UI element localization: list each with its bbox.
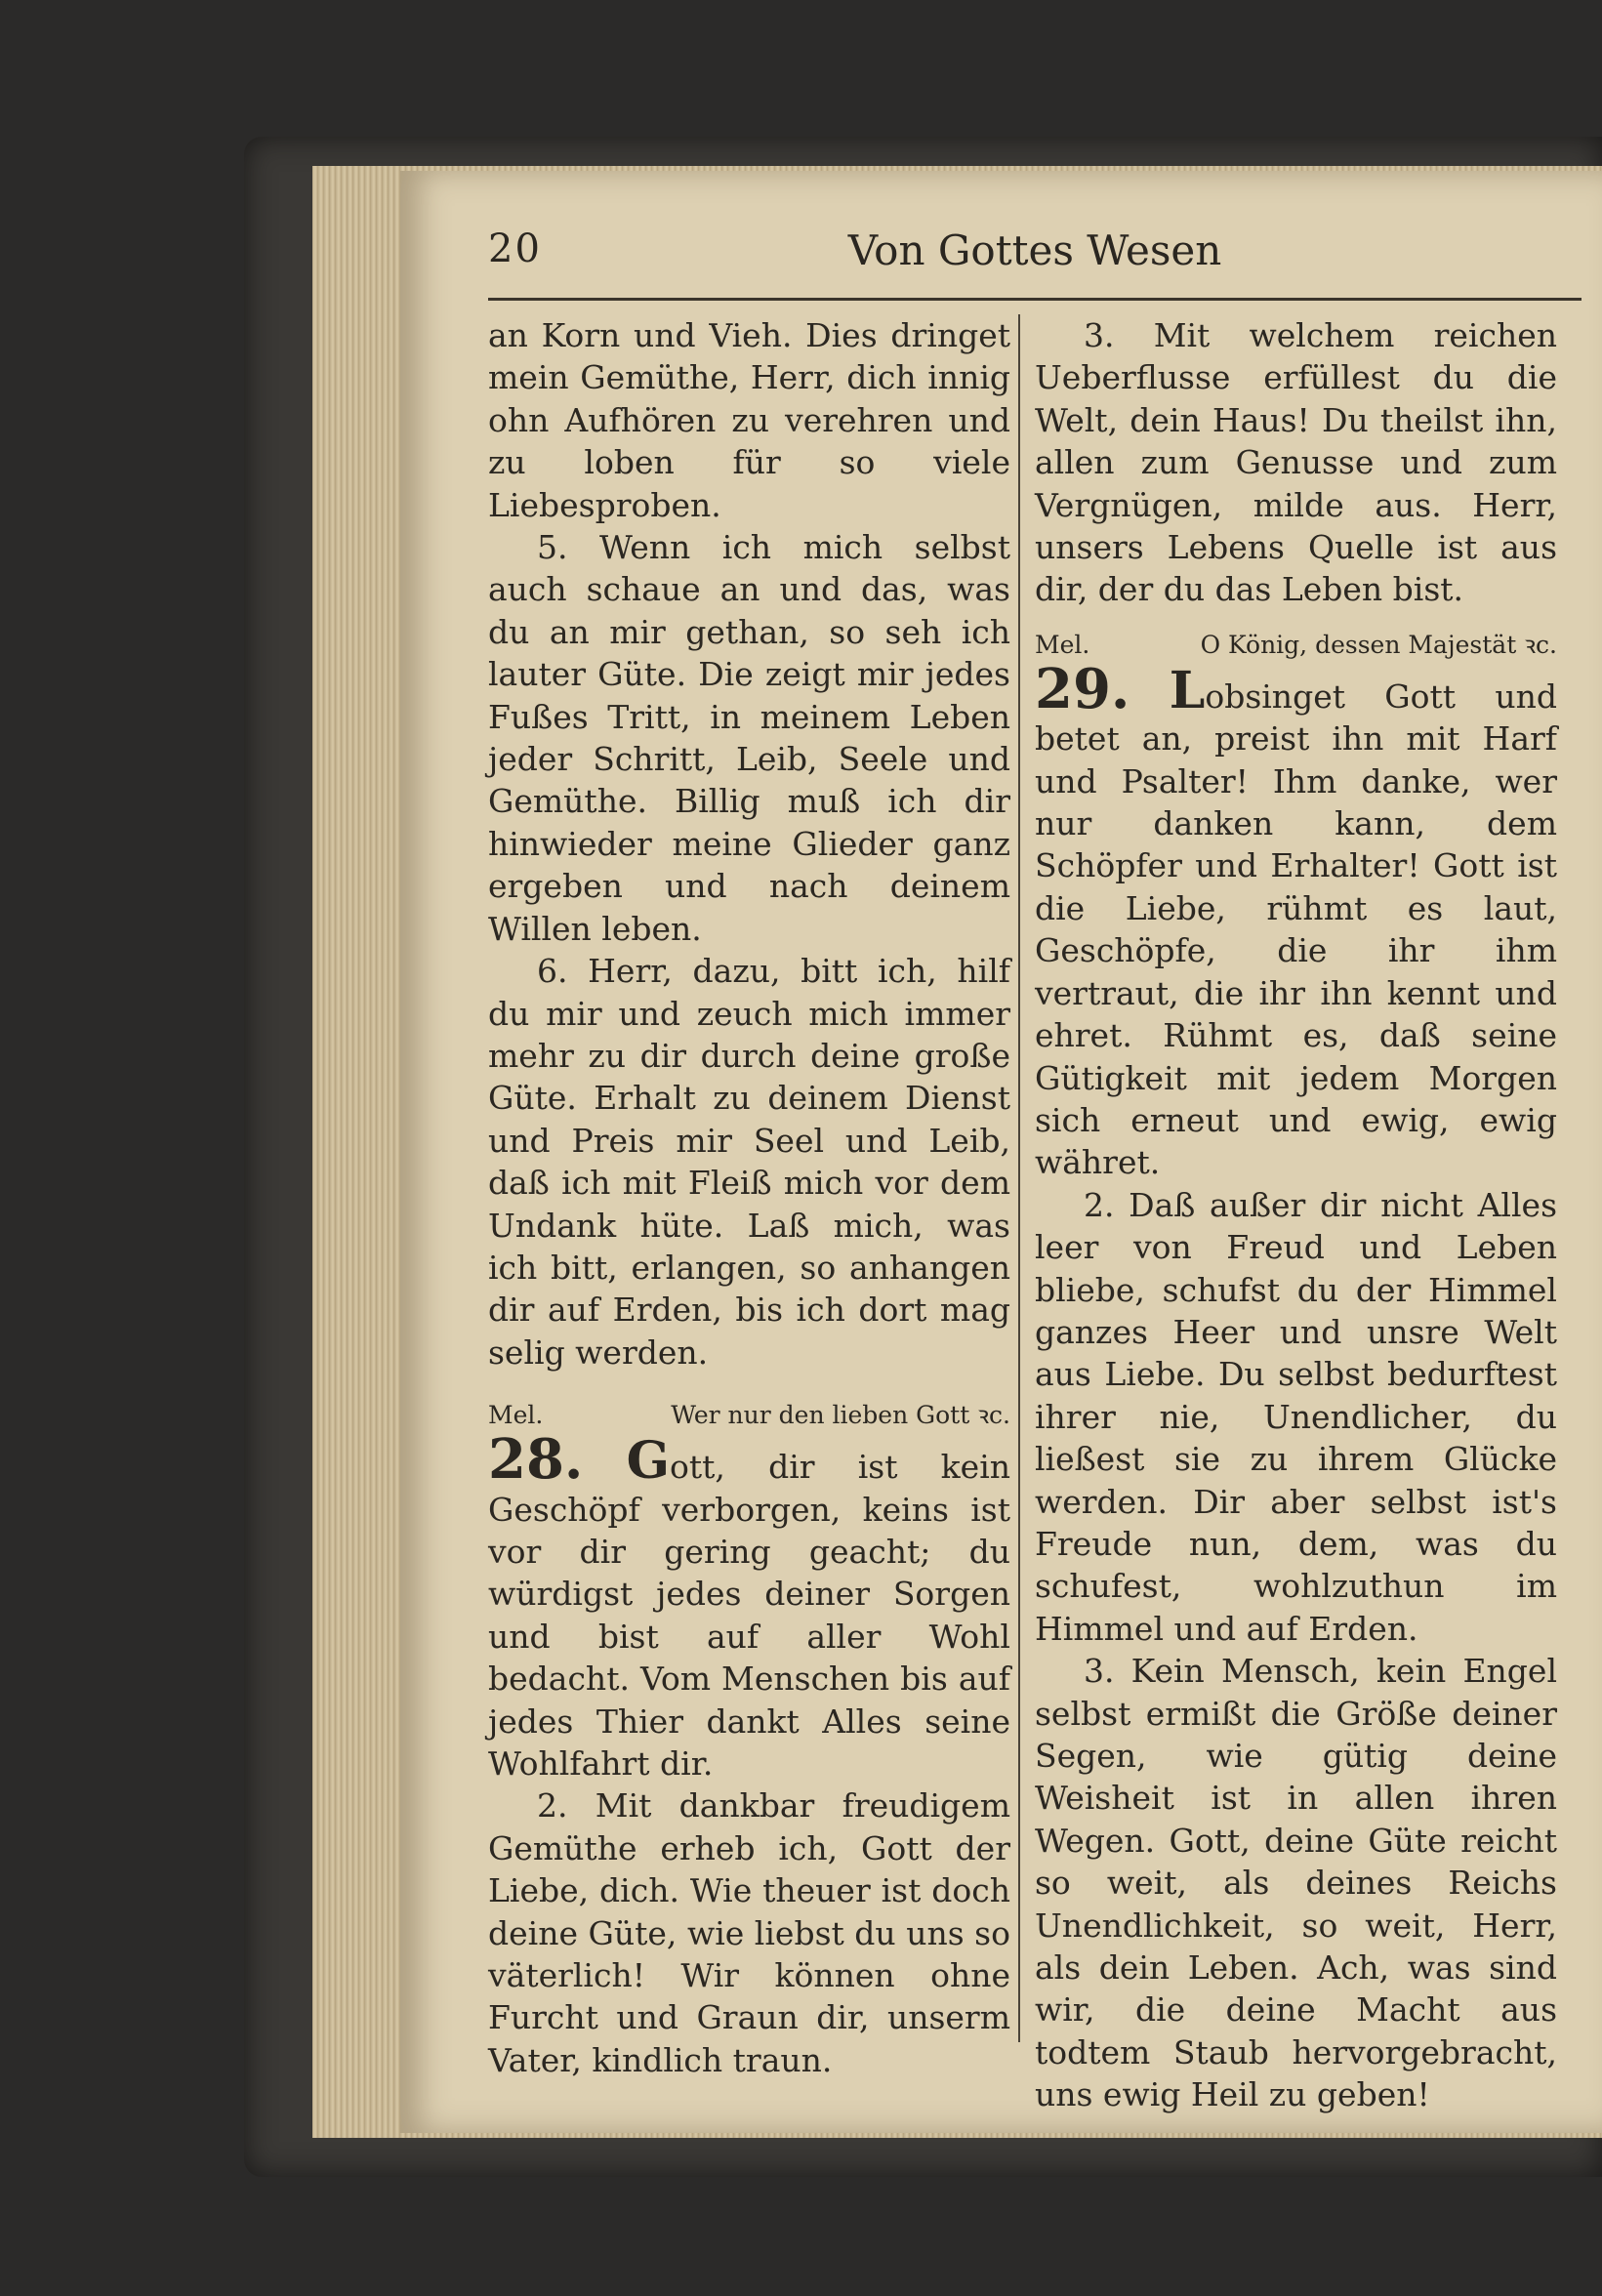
right-paragraph-verse-3: 3. Mit welchem reichen Ueberflusse erfüllest du die Welt, dein Haus! Du theilst ihn, allen zum Genusse und zum Vergnügen, milde aus. Herr, unsers Lebens Quelle ist aus dir, der du das Leben bist. [1035, 316, 1557, 609]
hymn-29-verse-1-text: obsinget Gott und betet an, preist ihn mit Harf und Psalter! Ihm danke, wer nur danken kann, dem Schöpfer und Erhalter! Gott ist die Liebe, rühmt es laut, Geschöpfe, die ihr ihm vertraut, die ihr ihn kennt und ehret. Rühmt es, daß seine Gütigkeit mit jedem Morgen sich erneut und ewig, ewig währet. [1035, 676, 1557, 1182]
left-paragraph-verse-6: 6. Herr, dazu, bitt ich, hilf du mir und zeuch mich immer mehr zu dir durch deine große Güte. Erhalt zu deinem Dienst und Preis mir Seel und Leib, daß ich mit Fleiß mich vor dem Undank hüte. Laß mich, was ich bitt, erlangen, so anhangen dir auf Erden, bis ich dort mag selig werden. [488, 952, 1010, 1372]
left-paragraph-1: an Korn und Vieh. Dies dringet mein Gemüthe, Herr, dich innig ohn Aufhören zu verehren und zu loben für so viele Liebesproben. [488, 316, 1010, 524]
hymn-29-verse-2: 2. Daß außer dir nicht Alles leer von Freud und Leben bliebe, schufst du der Himmel ganzes Heer und unsre Welt aus Liebe. Du selbst bedurftest ihrer nie, Unendlicher, du ließest sie zu ihrem Glücke werden. Dir aber selbst ist's Freude nun, dem, was du schufest, wohlzuthun im Himmel und auf Erden. [1035, 1185, 1557, 1648]
hymn-29-verse-1 [1035, 656, 1557, 1184]
left-paragraph-verse-5: 5. Wenn ich mich selbst auch schaue an und das, was du an mir gethan, so seh ich lauter Güte. Die zeigt mir jedes Fußes Tritt, in meinem Leben jeder Schritt, Leib, Seele und Gemüthe. Billig muß ich dir hinwieder meine Glieder ganz ergeben und nach deinem Willen leben. [488, 528, 1010, 948]
melody-title: O König, dessen Majestät ꝛc. [1200, 630, 1557, 659]
page-number: 20 [488, 226, 542, 271]
melody-title: Wer nur den lieben Gott ꝛc. [671, 1401, 1010, 1430]
right-column [1035, 314, 1557, 2116]
column-divider [1018, 314, 1020, 2042]
hymn-number-28: 28. [488, 1427, 584, 1493]
hymn-29-initial: L [1169, 660, 1206, 720]
header-rule [488, 298, 1581, 301]
melody-label: Mel. [488, 1401, 544, 1430]
hymn-29-verse-3: 3. Kein Mensch, kein Engel selbst ermißt die Größe deiner Segen, wie gütig deine Weisheit ist in allen ihren Wegen. Gott, deine Güte reicht so weit, als deines Reichs Unendlichkeit, so weit, Herr, als dein Leben. Ach, was sind wir, die deine Macht aus todtem Staub hervorgebracht, uns ewig Heil zu geben! [1035, 1652, 1557, 2114]
hymn-28-verse-1-text: ott, dir ist kein Geschöpf verborgen, keins ist vor dir gering geacht; du würdigst jedes deiner Sorgen und bist auf aller Wohl bedacht. Vom Menschen bis auf jedes Thier dankt Alles seine Wohlfahrt dir. [488, 1448, 1010, 1783]
running-head: Von Gottes Wesen [847, 226, 1222, 274]
hymn-number-29: 29. [1035, 656, 1130, 721]
melody-label: Mel. [1035, 630, 1090, 659]
page-header [488, 226, 1581, 285]
hymn-28-verse-1 [488, 1427, 1010, 1784]
hymn-28-initial: G [626, 1431, 671, 1492]
left-column [488, 314, 1010, 2081]
hymn-28-verse-2: 2. Mit dankbar freudigem Gemüthe erheb ich, Gott der Liebe, dich. Wie theuer ist doch deine Güte, wie liebst du uns so väterlich! Wir können ohne Furcht und Graun dir, unserm Vater, kindlich traun. [488, 1786, 1010, 2079]
